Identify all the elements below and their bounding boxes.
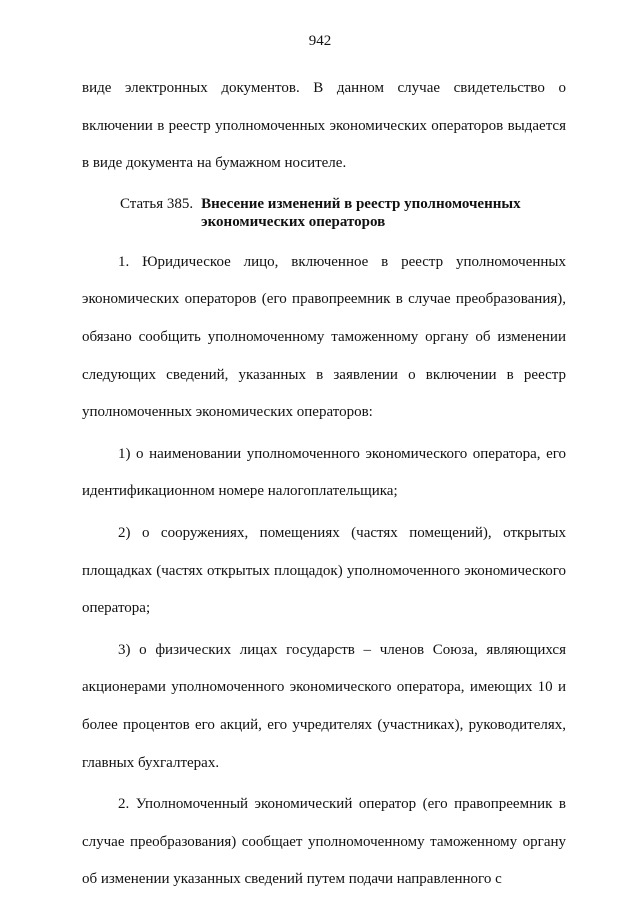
paragraph-2: 2. Уполномоченный экономический оператор (его правопреемник в случае преобразования) сообщает уполномоченному таможенному органу об изменении указанных сведений путем подачи направленного с — [82, 796, 566, 888]
article-heading — [120, 195, 566, 231]
article-title: Внесение изменений в реестр уполномоченных экономических операторов — [201, 195, 521, 230]
paragraph-item-1: 1) о наименовании уполномоченного экономического оператора, его идентификационном номере налогоплательщика; — [82, 445, 566, 500]
paragraph-1: 1. Юридическое лицо, включенное в реестр уполномоченных экономических операторов (его правопреемник в случае преобразования), обязано сообщить уполномоченному таможенному органу об изменении следующих сведений, указанных в заявлении о включении в реестр уполномоченных экономических операторов: — [82, 253, 566, 421]
paragraph-item-3: 3) о физических лицах государств – членов Союза, являющихся акционерами уполномоченного экономического оператора, имеющих 10 и более процентов его акций, его учредителях (участниках), руководителях, главных бухгалтерах. — [82, 641, 566, 771]
paragraph-continuation: виде электронных документов. В данном случае свидетельство о включении в реестр уполномоченных экономических операторов выдается в виде документа на бумажном носителе. — [82, 80, 566, 172]
document-body — [82, 70, 566, 899]
paragraph-item-2: 2) о сооружениях, помещениях (частях помещений), открытых площадках (частях открытых площадок) уполномоченного экономического оператора; — [82, 524, 566, 617]
page-number: 942 — [308, 33, 332, 49]
article-number: Статья 385. — [120, 195, 194, 212]
